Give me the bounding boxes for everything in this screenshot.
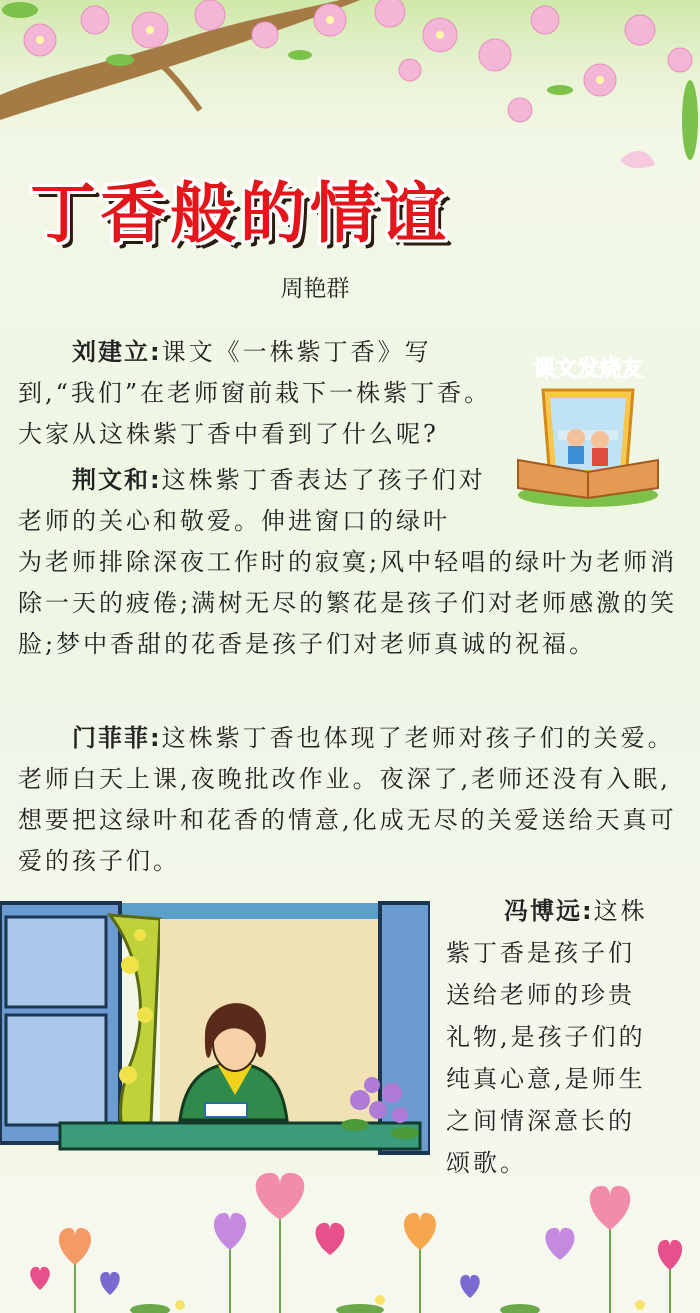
text-liu: 课文《一株紫丁香》写到,“我们”在老师窗前栽下一株紫丁香。大家从这株紫丁香中看到了什么呢?: [18, 338, 492, 448]
paragraph-jing-part2: [18, 542, 684, 665]
feng-line-0: 这株: [593, 897, 648, 925]
speaker-liu: 刘建立:: [72, 338, 162, 366]
feng-line-1: 紫丁香是孩子们: [446, 939, 635, 967]
course-fan-badge: [508, 340, 668, 510]
heart-balloons-footer-illustration: [0, 1170, 700, 1313]
paragraph-liu: [18, 332, 500, 455]
cherry-blossom-header-illustration: [0, 0, 700, 170]
feng-line-4: 纯真心意,是师生: [446, 1065, 646, 1093]
speaker-men: 门菲菲:: [72, 724, 162, 752]
article-title: 丁香般的情谊: [30, 175, 450, 252]
feng-line-3: 礼物,是孩子们的: [446, 1023, 646, 1051]
teacher-at-window-illustration: [0, 895, 430, 1175]
badge-text: 课文发烧友: [532, 357, 644, 382]
paragraph-men: [18, 718, 684, 882]
feng-line-5: 之间情深意长的: [446, 1107, 635, 1135]
speaker-feng: 冯博远:: [504, 897, 594, 925]
text-jing-a: 这株紫丁香表达了孩子们对老师的关心和敬爱。伸进窗口的绿叶: [18, 466, 486, 535]
feng-line-2: 送给老师的珍贵: [446, 981, 635, 1009]
paragraph-jing-part1: [18, 460, 500, 542]
text-men: 这株紫丁香也体现了老师对孩子们的关爱。老师白天上课,夜晚批改作业。夜深了,老师还没有入眠,想要把这绿叶和花香的情意,化成无尽的关爱送给天真可爱的孩子们。: [18, 724, 677, 875]
paragraph-feng: [446, 890, 678, 1184]
text-jing-b: 为老师排除深夜工作时的寂寞;风中轻唱的绿叶为老师消除一天的疲倦;满树无尽的繁花是孩子们对老师感激的笑脸;梦中香甜的花香是孩子们对老师真诚的祝福。: [18, 548, 678, 658]
feng-line-6: 颂歌。: [446, 1149, 527, 1177]
speaker-jing: 荆文和:: [72, 466, 162, 494]
article-author: 周艳群: [280, 276, 350, 302]
